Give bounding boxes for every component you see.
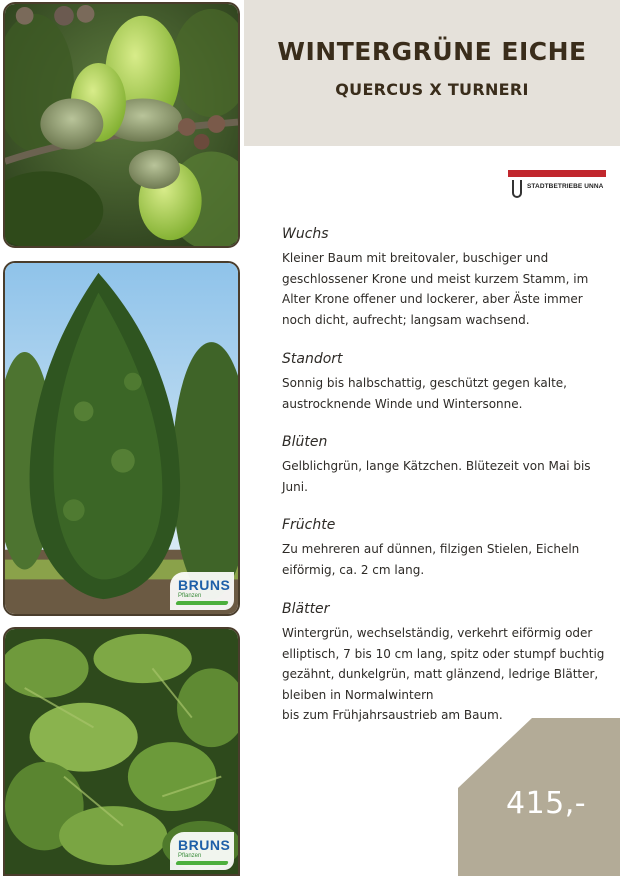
section-blaetter: [282, 600, 608, 726]
u-logo-icon: [512, 180, 522, 198]
foliage-photo: [3, 627, 240, 876]
price-label: 415,-: [506, 786, 587, 821]
bruns-swoosh-icon: [175, 601, 228, 605]
bruns-logo-brand: BRUNS: [178, 577, 231, 593]
section-blueten: [282, 433, 608, 497]
acorn-photo: [3, 2, 240, 248]
tree-photo: [3, 261, 240, 616]
header-block: [244, 0, 620, 146]
section-text: Wintergrün, wechselständig, verkehrt eiförmig oder elliptisch, 7 bis 10 cm lang, spitz oder stumpf buchtig gezähnt, dunkelgrün, matt glänzend, ledrige Blätter, bleiben in Normalwintern bis zum Frühjahrsaustrieb am Baum.: [282, 626, 605, 722]
bruns-swoosh-icon: [175, 861, 228, 865]
section-text: Sonnig bis halbschattig, geschützt gegen kalte, austrocknende Winde und Wintersonne.: [282, 376, 567, 411]
section-heading: Blüten: [282, 434, 328, 450]
page-subtitle: QUERCUS X TURNERI: [335, 80, 529, 99]
section-heading: Früchte: [282, 517, 336, 533]
section-heading: Wuchs: [282, 226, 329, 242]
page-title: WINTERGRÜNE EICHE: [277, 37, 587, 66]
logo-red-bar: [508, 170, 606, 177]
org-name: STADTBETRIEBE UNNA: [527, 183, 604, 190]
bruns-logo-brand: BRUNS: [178, 837, 231, 853]
section-fruechte: [282, 516, 608, 580]
section-text: Kleiner Baum mit breitovaler, buschiger und geschlossener Krone und meist kurzem Stamm, im Alter Krone offener und lockerer, aber Äste immer noch dicht, aufrecht; langsam wachsend.: [282, 251, 589, 327]
stadtbetriebe-unna-logo: [508, 170, 606, 202]
section-standort: [282, 350, 608, 414]
section-text: Gelblichgrün, lange Kätzchen. Blütezeit von Mai bis Juni.: [282, 459, 591, 494]
bruns-logo: [170, 832, 234, 870]
bruns-logo-sub: Pflanzen: [178, 593, 202, 599]
section-text: Zu mehreren auf dünnen, filzigen Stielen, Eicheln eiförmig, ca. 2 cm lang.: [282, 542, 580, 577]
bruns-logo-sub: Pflanzen: [178, 853, 202, 859]
section-wuchs: [282, 225, 608, 330]
section-heading: Blätter: [282, 601, 330, 617]
section-heading: Standort: [282, 351, 343, 367]
bruns-logo: [170, 572, 234, 610]
